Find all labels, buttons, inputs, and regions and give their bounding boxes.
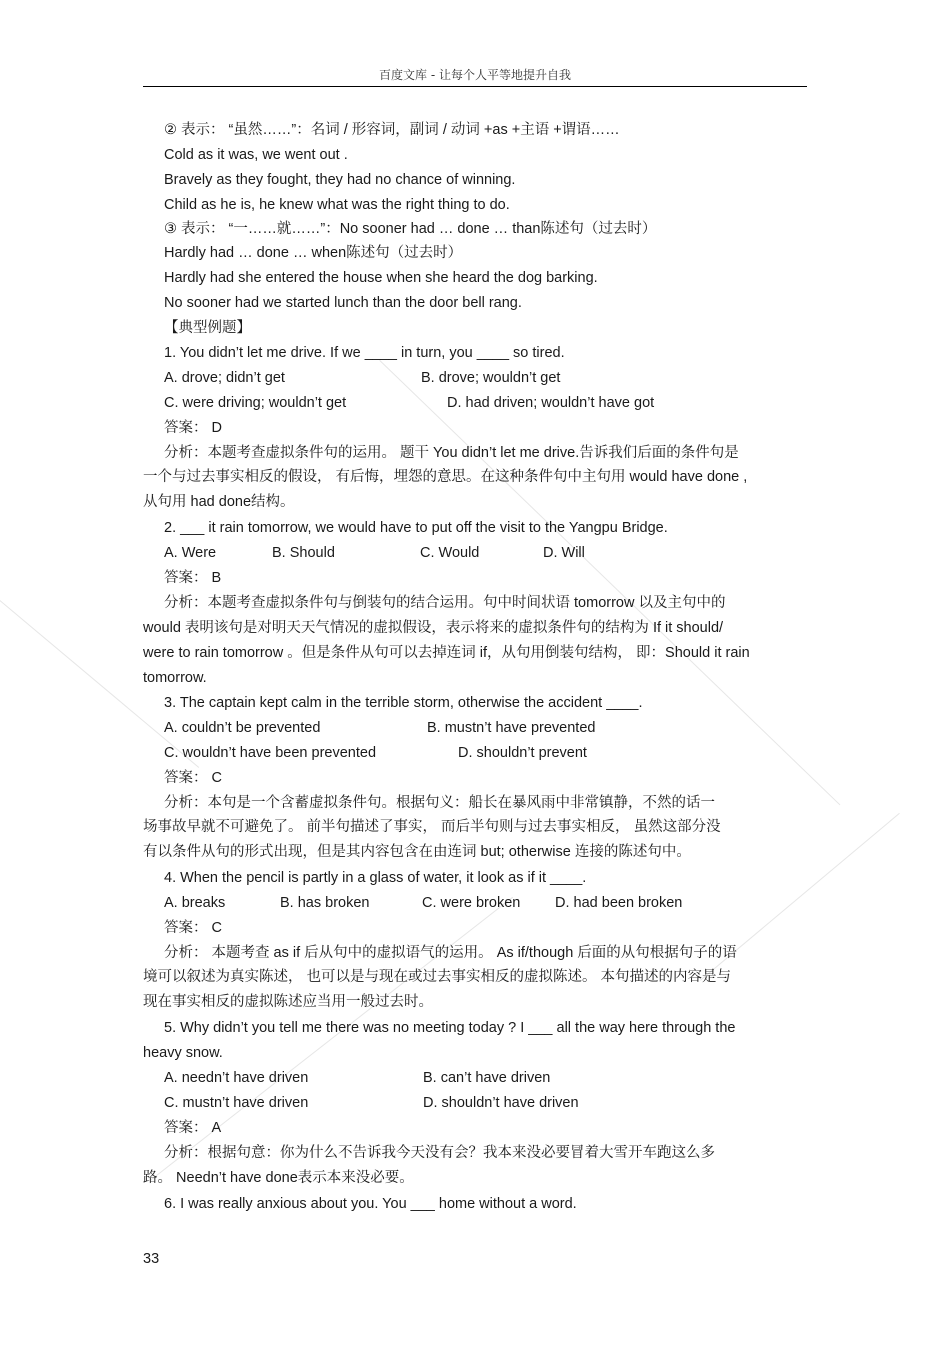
example-sentence: Hardly had she entered the house when she heard the dog barking. xyxy=(164,270,598,286)
analysis-line: 路。 Needn’t have done表示本来没必要。 xyxy=(143,1170,414,1186)
option-a: A. needn’t have driven xyxy=(164,1070,309,1086)
answer: 答案： D xyxy=(164,420,222,436)
option-c: C. Would xyxy=(420,545,480,561)
answer: 答案： B xyxy=(164,570,222,586)
options-row xyxy=(143,716,807,741)
analysis-line: tomorrow. xyxy=(143,670,207,686)
answer: 答案： A xyxy=(164,1120,222,1136)
options-row xyxy=(143,366,807,391)
analysis-line: 场事故早就不可避免了。 前半句描述了事实， 而后半句则与过去事实相反， 虽然这部分没 xyxy=(143,819,721,835)
note-line: ③ 表示： “一……就……”：No sooner had … done … than陈述句（过去时） xyxy=(164,221,657,237)
question-stem: 1. You didn’t let me drive. If we ____ in turn, you ____ so tired. xyxy=(164,345,565,361)
example-sentence: No sooner had we started lunch than the door bell rang. xyxy=(164,295,522,311)
option-b: B. Should xyxy=(272,545,335,561)
option-d: D. had been broken xyxy=(555,895,683,911)
example-sentence: Bravely as they fought, they had no chance of winning. xyxy=(164,172,516,188)
options-row xyxy=(143,741,807,766)
analysis-line: 分析：本句是一个含蓄虚拟条件句。根据句义：船长在暴风雨中非常镇静，不然的话一 xyxy=(164,795,715,811)
option-c: C. wouldn’t have been prevented xyxy=(164,745,377,761)
header-divider xyxy=(143,86,807,87)
section-title: 【典型例题】 xyxy=(164,320,251,336)
analysis-line: 分析：根据句意：你为什么不告诉我今天没有会？我本来没必要冒着大雪开车跑这么多 xyxy=(164,1145,715,1161)
option-a: A. couldn’t be prevented xyxy=(164,720,321,736)
option-d: D. shouldn’t prevent xyxy=(458,745,587,761)
option-a: A. Were xyxy=(164,545,217,561)
option-c: C. were broken xyxy=(422,895,521,911)
option-c: C. mustn’t have driven xyxy=(164,1095,309,1111)
analysis-line: 现在事实相反的虚拟陈述应当用一般过去时。 xyxy=(143,994,433,1010)
analysis-line: 从句用 had done结构。 xyxy=(143,494,295,510)
analysis-line: 分析： 本题考查 as if 后从句中的虚拟语气的运用。 As if/though 后面的从句根据句子的语 xyxy=(164,945,737,961)
analysis-line: 境可以叙述为真实陈述， 也可以是与现在或过去事实相反的虚拟陈述。 本句描述的内容是与 xyxy=(143,969,732,985)
options-row xyxy=(143,1066,807,1091)
option-d: D. had driven; wouldn’t have got xyxy=(447,395,655,411)
question-stem: 5. Why didn’t you tell me there was no meeting today ? I ___ all the way here through the xyxy=(164,1020,736,1036)
question-stem: 2. ___ it rain tomorrow, we would have to put off the visit to the Yangpu Bridge. xyxy=(164,520,668,536)
options-row xyxy=(143,541,807,566)
option-b: B. can’t have driven xyxy=(423,1070,551,1086)
question-stem-continued: heavy snow. xyxy=(143,1045,223,1061)
analysis-line: were to rain tomorrow 。但是条件从句可以去掉连词 if，从句用倒装句结构， 即：Should it rain xyxy=(143,645,750,661)
analysis-line: 分析：本题考查虚拟条件句与倒装句的结合运用。句中时间状语 tomorrow 以及主句中的 xyxy=(164,595,726,611)
option-b: B. mustn’t have prevented xyxy=(427,720,596,736)
option-b: B. has broken xyxy=(280,895,370,911)
options-row xyxy=(143,391,807,416)
analysis-line: 有以条件从句的形式出现，但是其内容包含在由连词 but; otherwise 连接的陈述句中。 xyxy=(143,844,691,860)
page-header: 百度文库 - 让每个人平等地提升自我 xyxy=(379,68,571,82)
question-stem: 6. I was really anxious about you. You ___ home without a word. xyxy=(164,1196,577,1212)
note-line: ② 表示： “虽然……”：名词 / 形容词，副词 / 动词 +as +主语 +谓语…… xyxy=(164,122,620,138)
answer: 答案： C xyxy=(164,920,222,936)
options-row xyxy=(143,891,807,916)
document-body xyxy=(143,118,807,1217)
option-c: C. were driving; wouldn’t get xyxy=(164,395,347,411)
option-d: D. Will xyxy=(543,545,585,561)
analysis-line: would 表明该句是对明天天气情况的虚拟假设，表示将来的虚拟条件句的结构为 If it should/ xyxy=(143,620,724,636)
option-d: D. shouldn’t have driven xyxy=(423,1095,579,1111)
example-sentence: Cold as it was, we went out . xyxy=(164,147,348,163)
page-number: 33 xyxy=(143,1251,160,1267)
question-stem: 3. The captain kept calm in the terrible storm, otherwise the accident ____. xyxy=(164,695,643,711)
note-line: Hardly had … done … when陈述句（过去时） xyxy=(164,245,463,261)
options-row xyxy=(143,1091,807,1116)
answer: 答案： C xyxy=(164,770,222,786)
question-stem: 4. When the pencil is partly in a glass of water, it look as if it ____. xyxy=(164,870,587,886)
analysis-line: 一个与过去事实相反的假设， 有后悔，埋怨的意思。在这种条件句中主句用 would have done , xyxy=(143,469,748,485)
analysis-line: 分析：本题考查虚拟条件句的运用。 题干 You didn’t let me drive.告诉我们后面的条件句是 xyxy=(164,445,739,461)
option-a: A. drove; didn’t get xyxy=(164,370,285,386)
example-sentence: Child as he is, he knew what was the right thing to do. xyxy=(164,197,510,213)
option-a: A. breaks xyxy=(164,895,226,911)
option-b: B. drove; wouldn’t get xyxy=(421,370,561,386)
